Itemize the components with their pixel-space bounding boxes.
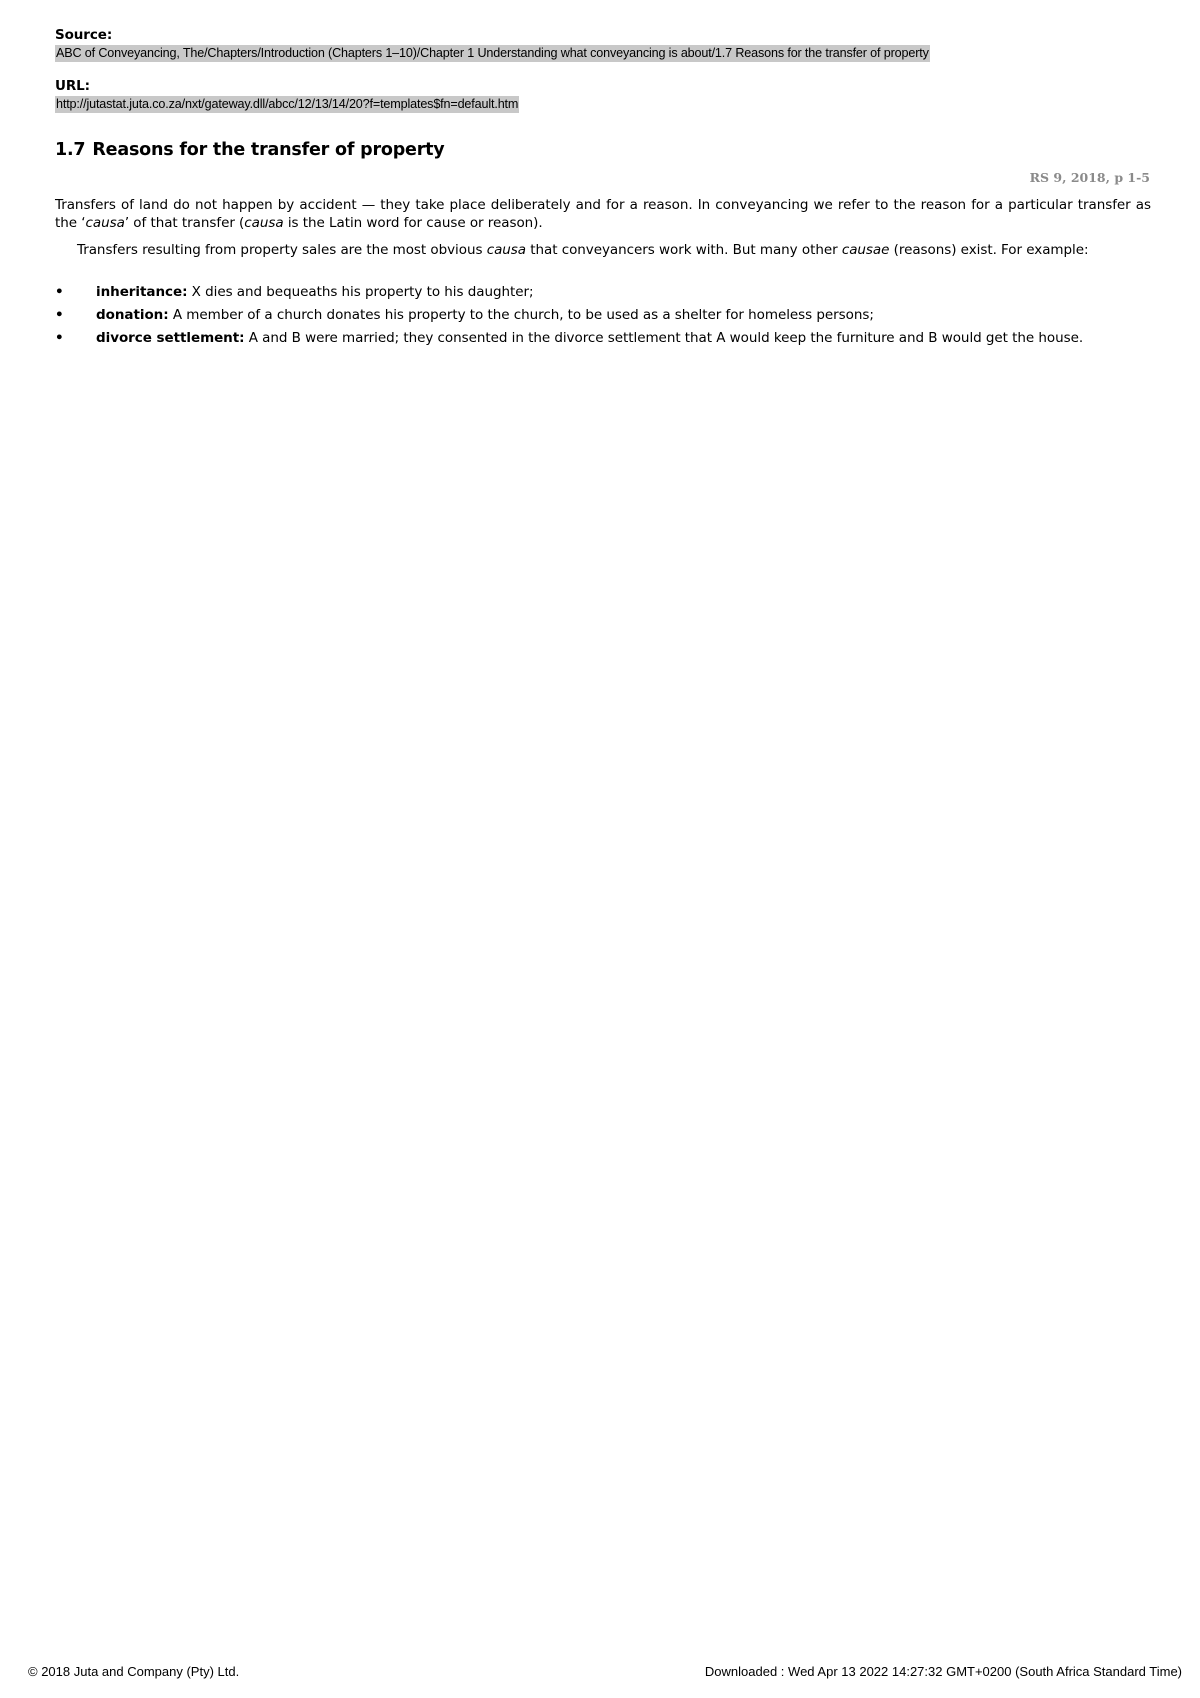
paragraph-causa-definition — [55, 196, 1151, 232]
bullet-icon: • — [55, 330, 64, 346]
list-item-term: divorce settlement: — [96, 330, 245, 346]
source-label: Source: — [55, 27, 113, 43]
paragraph-text: Transfers of land do not happen by accident — they take place deliberately and for a reason. In conveyancing we refer to the reason for a particular transfer as the ‘ — [55, 197, 1151, 231]
list-item — [55, 283, 1136, 301]
paragraph-text: ’ of that transfer ( — [124, 215, 245, 231]
url-label: URL: — [55, 78, 90, 94]
list-item — [55, 306, 1136, 324]
page-reference: RS 9, 2018, p 1-5 — [1029, 170, 1150, 185]
download-timestamp: Downloaded : Wed Apr 13 2022 14:27:32 GMT+0200 (South Africa Standard Time) — [704, 1664, 1182, 1679]
paragraph-text: (reasons) exist. For example: — [889, 242, 1089, 258]
paragraph-causae-examples — [55, 241, 1151, 259]
bullet-icon: • — [55, 307, 64, 323]
list-item-term: donation: — [96, 307, 169, 323]
list-item-term: inheritance: — [96, 284, 188, 300]
paragraph-italic-term: causa — [85, 215, 125, 231]
list-item-text: A and B were married; they consented in the divorce settlement that A would keep the furniture and B would get the house. — [244, 330, 1084, 346]
paragraph-text: Transfers resulting from property sales are the most obvious — [77, 242, 487, 258]
paragraph-text: that conveyancers work with. But many other — [526, 242, 842, 258]
list-item — [55, 329, 1136, 347]
section-heading — [55, 140, 445, 160]
paragraph-italic-term: causa — [244, 215, 284, 231]
causae-list — [55, 283, 1155, 352]
source-path: ABC of Conveyancing, The/Chapters/Introduction (Chapters 1–10)/Chapter 1 Understanding what conveyancing is about/1.7 Reasons for the transfer of property — [56, 46, 929, 60]
paragraph-italic-term: causa — [486, 242, 527, 258]
paragraph-text: is the Latin word for cause or reason). — [283, 215, 543, 231]
list-item-text: X dies and bequeaths his property to his daughter; — [187, 284, 534, 300]
section-number: 1.7 — [55, 140, 86, 160]
copyright-notice: © 2018 Juta and Company (Pty) Ltd. — [28, 1664, 240, 1679]
paragraph-italic-term: causae — [841, 242, 890, 258]
list-item-text: A member of a church donates his property to the church, to be used as a shelter for homeless persons; — [168, 307, 874, 323]
bullet-icon: • — [55, 284, 64, 300]
url-link[interactable]: http://jutastat.juta.co.za/nxt/gateway.dll/abcc/12/13/14/20?f=templates$fn=default.htm — [56, 97, 519, 111]
section-title: Reasons for the transfer of property — [92, 140, 445, 160]
